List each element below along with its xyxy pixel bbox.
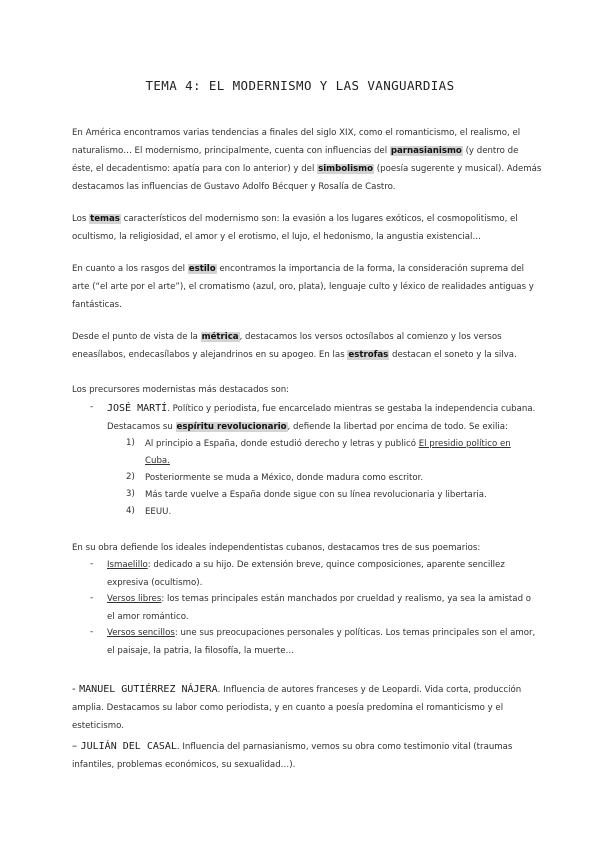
bullet-dash: - xyxy=(90,559,94,569)
poemario-title: Versos libres xyxy=(107,594,162,604)
list-number: 1) xyxy=(126,438,135,448)
intro-text-c: (poesía sugerente y musical). Además destacamos las influencias de Gustavo Adolfo Bécquer y Rosalía de Castro. xyxy=(72,164,542,192)
poemarios-intro: En su obra defiende los ideales independentistas cubanos, destacamos tres de sus poemarios: xyxy=(72,543,481,553)
temas-text-a: Los xyxy=(72,214,90,224)
najera-text: . Influencia de autores franceses y de Leopardi. Vida corta, producción amplia. Destacamos su labor como periodista, y en cuanto a poesía predomina el romanticismo y el esteticismo. xyxy=(72,685,522,731)
estilo-text-a: En cuanto a los rasgos del xyxy=(72,264,188,274)
metrica-text-a: Desde el punto de vista de la xyxy=(72,332,201,342)
intro-paragraph xyxy=(72,124,542,196)
author-name-najera: MANUEL GUTIÉRREZ NÁJERA xyxy=(79,684,218,695)
author-name-marti: JOSÉ MARTÍ xyxy=(107,403,168,414)
intro-text-b: (y dentro de éste, el decadentismo: apatía para con lo anterior) y del xyxy=(72,146,519,174)
page-title: TEMA 4: EL MODERNISMO Y LAS VANGUARDIAS xyxy=(145,78,455,93)
poemario-text: : dedicado a su hijo. De extensión breve, quince composiciones, aparente sencillez expresiva (ocultismo). xyxy=(107,560,505,588)
metrica-text-b: , destacamos los versos octosílabos al comienzo y los versos eneasílabos, endecasílabos y alejandrinos en su apogeo. En las xyxy=(72,332,502,360)
list-item xyxy=(145,436,530,470)
najera-dash: - xyxy=(72,683,80,695)
casal-dash: – xyxy=(72,740,81,752)
najera-paragraph xyxy=(72,680,542,735)
list-number: 2) xyxy=(126,472,135,482)
estilo-paragraph xyxy=(72,260,542,314)
book-title: El presidio político en Cuba. xyxy=(145,439,511,466)
metrica-paragraph xyxy=(72,328,542,364)
temas-text-b: característicos del modernismo son: la evasión a los lugares exóticos, el cosmopolitismo, el ocultismo, la religiosidad, el amor y el erotismo, el lujo, el hedonismo, la angustia existencial… xyxy=(72,214,518,242)
poemario-title: Versos sencillos xyxy=(107,628,175,638)
author-name-casal: JULIÁN DEL CASAL xyxy=(80,741,177,752)
poemario-title: Ismaelillo xyxy=(107,560,148,570)
keyword-metrica: métrica xyxy=(201,332,239,342)
list-item-text: Al principio a España, donde estudió derecho y letras y publicó xyxy=(145,439,419,449)
list-number: 4) xyxy=(126,506,135,516)
precursores-intro: Los precursores modernistas más destacados son: xyxy=(72,385,290,395)
keyword-estilo: estilo xyxy=(188,264,216,274)
marti-text-b: , defiende la libertad por encima de todo. Se exilia: xyxy=(287,421,508,432)
poemario-item xyxy=(107,625,537,660)
keyword-parnasianismo: parnasianismo xyxy=(390,146,462,156)
metrica-text-c: destacan el soneto y la silva. xyxy=(389,350,517,360)
keyword-temas: temas xyxy=(90,214,120,224)
list-number: 3) xyxy=(126,489,135,499)
poemario-item xyxy=(107,557,537,592)
poemario-item xyxy=(107,591,537,626)
casal-paragraph xyxy=(72,737,542,774)
list-item: EEUU. xyxy=(145,507,172,517)
bullet-dash: - xyxy=(90,593,94,603)
estilo-text-b: encontramos la importancia de la forma, la consideración suprema del arte (“el arte por el arte”), el cromatismo (azul, oro, plata), lenguaje culto y léxico de realidades antiguas y fantásticas. xyxy=(72,264,534,310)
keyword-simbolismo: simbolismo xyxy=(318,164,374,174)
temas-paragraph xyxy=(72,210,542,246)
intro-text-a: En América encontramos varias tendencias a finales del siglo XIX, como el romanticismo, el realismo, el naturalismo… El modernismo, principalmente, cuenta con influencias del xyxy=(72,128,521,156)
list-item: Posteriormente se muda a México, donde madura como escritor. xyxy=(145,473,424,483)
marti-text-a: . Político y periodista, fue encarcelado mientras se gestaba la independencia cubana. Destacamos su xyxy=(107,404,536,432)
poemario-text: : une sus preocupaciones personales y políticas. Los temas principales son el amor, el paisaje, la patria, la filosofía, la muerte… xyxy=(107,628,536,656)
list-item: Más tarde vuelve a España donde sigue con su línea revolucionaria y libertaria. xyxy=(145,490,487,500)
poemario-text: : los temas principales están manchados por crueldad y realismo, ya sea la amistad o el amor romántico. xyxy=(107,594,532,622)
bullet-dash: - xyxy=(90,402,94,412)
casal-text: . Influencia del parnasianismo, vemos su obra como testimonio vital (traumas infantiles, problemas económicos, su sexualidad…). xyxy=(72,742,513,770)
keyword-espiritu-revolucionario: espíritu revolucionario xyxy=(176,421,287,432)
bullet-dash: - xyxy=(90,627,94,637)
marti-paragraph xyxy=(107,400,537,436)
keyword-estrofas: estrofas xyxy=(348,350,389,360)
